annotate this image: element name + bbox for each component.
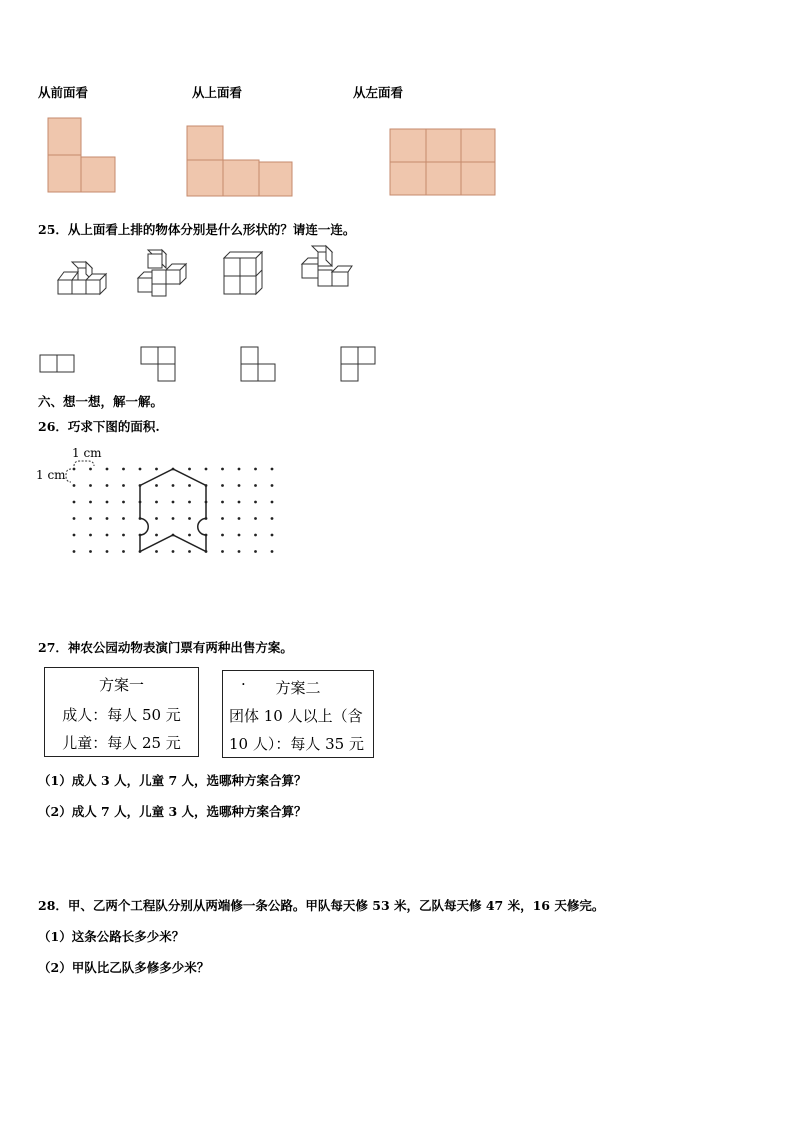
front-view-figure [46, 116, 118, 196]
plan-one-title: 方案一 [98, 676, 144, 694]
plan-one-box [44, 667, 199, 757]
plan-two-line-1: 团体 10 人以上（含 [229, 707, 363, 725]
question-27-part-2: （2）成人 7 人，儿童 3 人，选哪种方案合算？ [38, 804, 307, 819]
question-27-part-1: （1）成人 3 人，儿童 7 人，选哪种方案合算？ [38, 773, 307, 788]
top-view-figure [185, 124, 295, 200]
question-27: 27．神农公园动物表演门票有两种出售方案。 [38, 640, 293, 655]
plan-two-box [222, 670, 374, 758]
front-view-label: 从前面看 [38, 85, 89, 100]
question-25: 25．从上面看上排的物体分别是什么形状的？请连一连。 [38, 222, 356, 237]
question-26: 26．巧求下图的面积. [38, 419, 160, 434]
plan-one-adult-price: 成人：每人 50 元 [62, 706, 181, 724]
plan-two-mark: · [241, 675, 246, 693]
cube-figure-4 [298, 244, 354, 296]
plan-two-line-2: 10 人）：每人 35 元 [229, 735, 364, 753]
unit-label-top: 1 cm [72, 446, 102, 460]
left-view-figure [388, 127, 498, 199]
question-28: 28．甲、乙两个工程队分别从两端修一条公路。甲队每天修 53 米，乙队每天修 47 米，16 天修完。 [38, 898, 605, 913]
dot-grid-figure [60, 455, 280, 560]
cube-figure-1 [56, 258, 106, 298]
shape-option-3 [240, 346, 278, 384]
plan-one-child-price: 儿童：每人 25 元 [62, 734, 181, 752]
cube-figure-3 [222, 250, 270, 298]
question-28-part-1: （1）这条公路长多少米？ [38, 929, 185, 944]
shape-option-4 [340, 346, 378, 384]
section-heading: 六、想一想，解一解。 [38, 394, 164, 409]
question-28-part-2: （2）甲队比乙队多修多少米？ [38, 960, 210, 975]
plan-two-title: 方案二 [275, 679, 321, 697]
cube-figure-2 [136, 248, 188, 300]
shape-option-1 [39, 354, 77, 374]
top-view-label: 从上面看 [192, 85, 243, 100]
left-view-label: 从左面看 [353, 85, 404, 100]
shape-option-2 [140, 346, 178, 384]
unit-label-left: 1 cm [36, 468, 66, 482]
